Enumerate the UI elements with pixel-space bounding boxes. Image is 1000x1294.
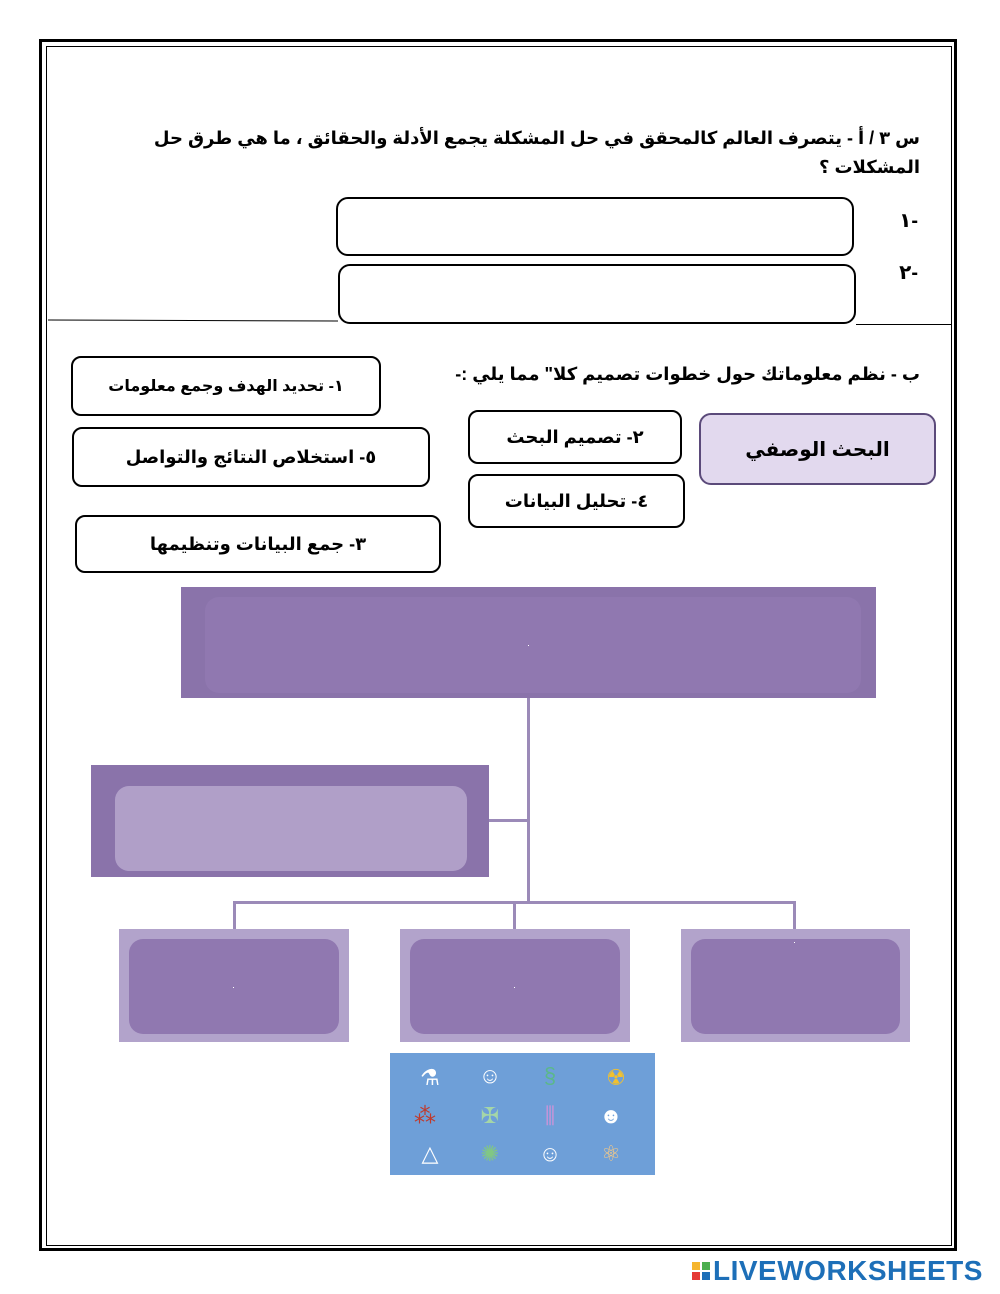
beaker-icon: △ xyxy=(421,1141,439,1166)
radiation-icon: ☢ xyxy=(606,1065,626,1090)
diagram-bottom-box-left xyxy=(119,929,349,1042)
question-b-text: ب - نظم معلوماتك حول خطوات تصميم كلا" مما يلي :- xyxy=(455,364,920,384)
liveworksheets-logo-icon xyxy=(692,1262,710,1280)
atom-icon: ⚛ xyxy=(601,1141,621,1166)
step-2-card[interactable]: ٢- تصميم البحث xyxy=(468,410,682,464)
diagram-side-drop-zone[interactable] xyxy=(115,786,467,871)
diagram-connector-side xyxy=(489,819,529,822)
diagram-bottom-drop-zone-middle[interactable] xyxy=(410,939,620,1034)
research-type-label: البحث الوصفي xyxy=(699,413,936,485)
question-a-text: س ٣ / أ - يتصرف العالم كالمحقق في حل المشكلة يجمع الأدلة والحقائق ، ما هي طرق حل المشكلات ؟ xyxy=(153,128,920,177)
diagram-dot-middle xyxy=(514,987,515,988)
diagram-dot-left xyxy=(233,987,234,988)
diagram-connector-right-drop xyxy=(793,901,796,929)
diagram-bottom-drop-zone-right[interactable] xyxy=(691,939,900,1034)
scientist-icon: ☺ xyxy=(478,1063,502,1088)
test-tubes-icon: ⫼ xyxy=(544,1103,556,1128)
flask-icon: ⚗ xyxy=(420,1065,440,1090)
diagram-top-box xyxy=(181,587,876,698)
diagram-bottom-box-right xyxy=(681,929,910,1042)
answer-label-1: -١ xyxy=(899,210,918,232)
scientist-microscope-icon: ☻ xyxy=(599,1103,623,1128)
step-1-card[interactable]: ١- تحديد الهدف وجمع معلومات xyxy=(71,356,381,416)
diagram-connector-left-drop xyxy=(233,901,236,929)
diagram-top-drop-zone[interactable] xyxy=(205,597,861,693)
molecule-icon: ⁂ xyxy=(414,1103,436,1128)
liveworksheets-logo xyxy=(692,1255,983,1287)
step-3-card[interactable]: ٣- جمع البيانات وتنظيمها xyxy=(75,515,441,573)
diagram-top-dot xyxy=(528,645,529,646)
scientist-flask-icon: ☺ xyxy=(538,1141,562,1166)
diagram-side-box xyxy=(91,765,489,877)
answer-box-2[interactable] xyxy=(338,264,856,324)
section-divider-right xyxy=(856,324,952,325)
answer-label-2: -٢ xyxy=(899,262,918,284)
diagram-bottom-drop-zone-left[interactable] xyxy=(129,939,339,1034)
microscope-icon: ✠ xyxy=(480,1103,500,1128)
answer-box-1[interactable] xyxy=(336,197,854,256)
step-4-card[interactable]: ٤- تحليل البيانات xyxy=(468,474,685,528)
step-5-card[interactable]: ٥- استخلاص النتائج والتواصل xyxy=(72,427,430,487)
diagram-dot-right xyxy=(794,942,795,943)
science-icons-image xyxy=(390,1053,655,1175)
dna-icon: § xyxy=(543,1063,557,1088)
diagram-connector-vertical xyxy=(527,698,530,903)
bacteria-icon: ✺ xyxy=(480,1141,500,1166)
liveworksheets-wordmark: LIVEWORKSHEETS xyxy=(713,1255,983,1286)
diagram-connector-mid-drop xyxy=(513,901,516,929)
diagram-bottom-box-middle xyxy=(400,929,630,1042)
